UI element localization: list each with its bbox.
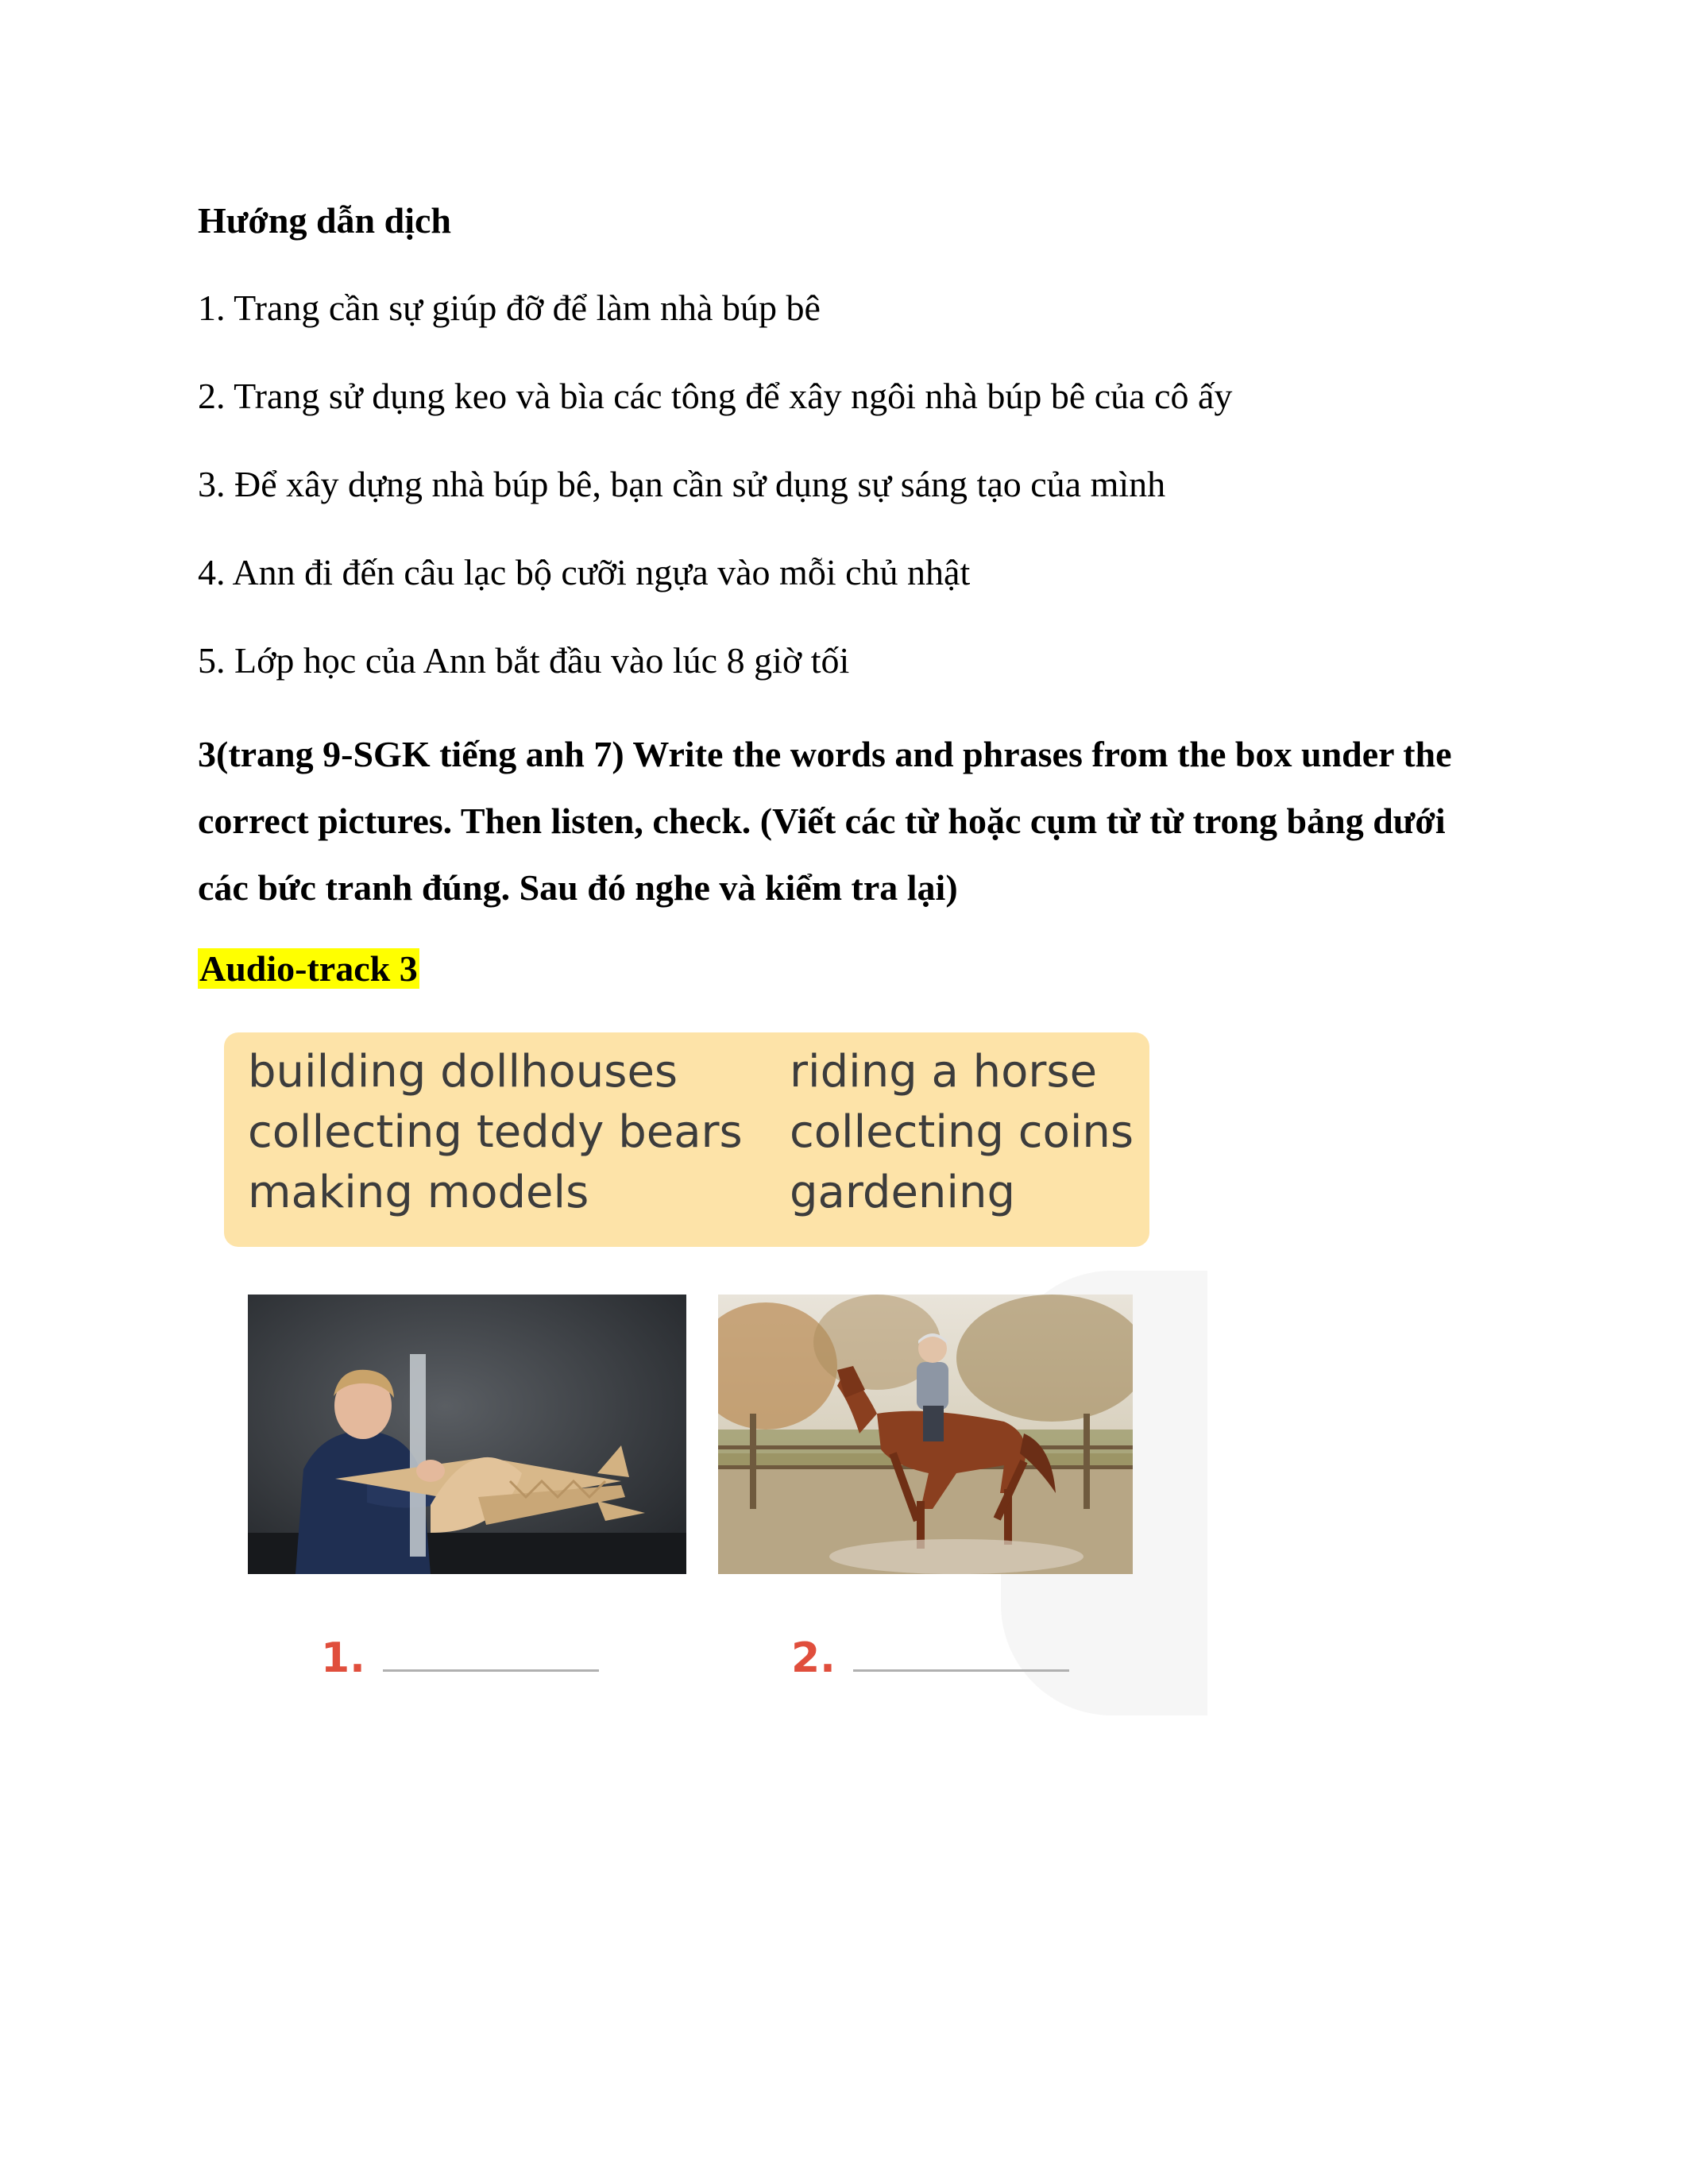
word-item: collecting teddy bears	[248, 1106, 743, 1158]
word-item: riding a horse	[790, 1046, 1098, 1098]
answer-slot-1[interactable]	[321, 1634, 599, 1682]
audio-track-text[interactable]: Audio-track 3	[199, 948, 418, 989]
answer-slot-2[interactable]	[791, 1634, 1069, 1682]
word-box-left-column	[248, 1042, 743, 1223]
word-box	[224, 1032, 1149, 1247]
translation-line-3: 3. Để xây dựng nhà búp bê, bạn cần sử dụng sự sáng tạo của mình	[198, 464, 1166, 504]
girl-riding-horse-illustration	[718, 1295, 1133, 1574]
translation-line-2: 2. Trang sử dụng keo và bìa các tông để xây ngôi nhà búp bê của cô ấy	[198, 376, 1233, 416]
exercise-title: 3(trang 9-SGK tiếng anh 7) Write the words and phrases from the box under the correct pictures. Then listen, check. (Viết các từ hoặc cụm từ từ trong bảng dưới các bức tranh đúng. Sau đó nghe và kiểm tra lại)	[198, 734, 1452, 908]
answer-blank-1[interactable]	[383, 1669, 599, 1672]
boy-model-airplane-illustration	[248, 1295, 686, 1574]
photo-girl-riding-horse	[718, 1295, 1133, 1574]
word-box-right-column	[790, 1042, 1134, 1223]
word-item: building dollhouses	[248, 1046, 678, 1098]
translation-line-4: 4. Ann đi đến câu lạc bộ cưỡi ngựa vào mỗi chủ nhật	[198, 552, 971, 592]
translation-line-1: 1. Trang cần sự giúp đỡ để làm nhà búp bê	[198, 287, 821, 328]
word-item: making models	[248, 1167, 589, 1218]
answer-number-2: 2.	[791, 1634, 836, 1682]
translation-line-5: 5. Lớp học của Ann bắt đầu vào lúc 8 giờ tối	[198, 640, 850, 681]
photo-boy-model-airplane	[248, 1295, 686, 1574]
word-item: collecting coins	[790, 1106, 1134, 1158]
answer-blank-2[interactable]	[853, 1669, 1069, 1672]
textbook-excerpt	[214, 1032, 1176, 1707]
word-item: gardening	[790, 1167, 1015, 1218]
translation-heading: Hướng dẫn dịch	[198, 200, 451, 241]
answer-number-1: 1.	[321, 1634, 365, 1682]
audio-track-label[interactable]	[198, 945, 419, 993]
